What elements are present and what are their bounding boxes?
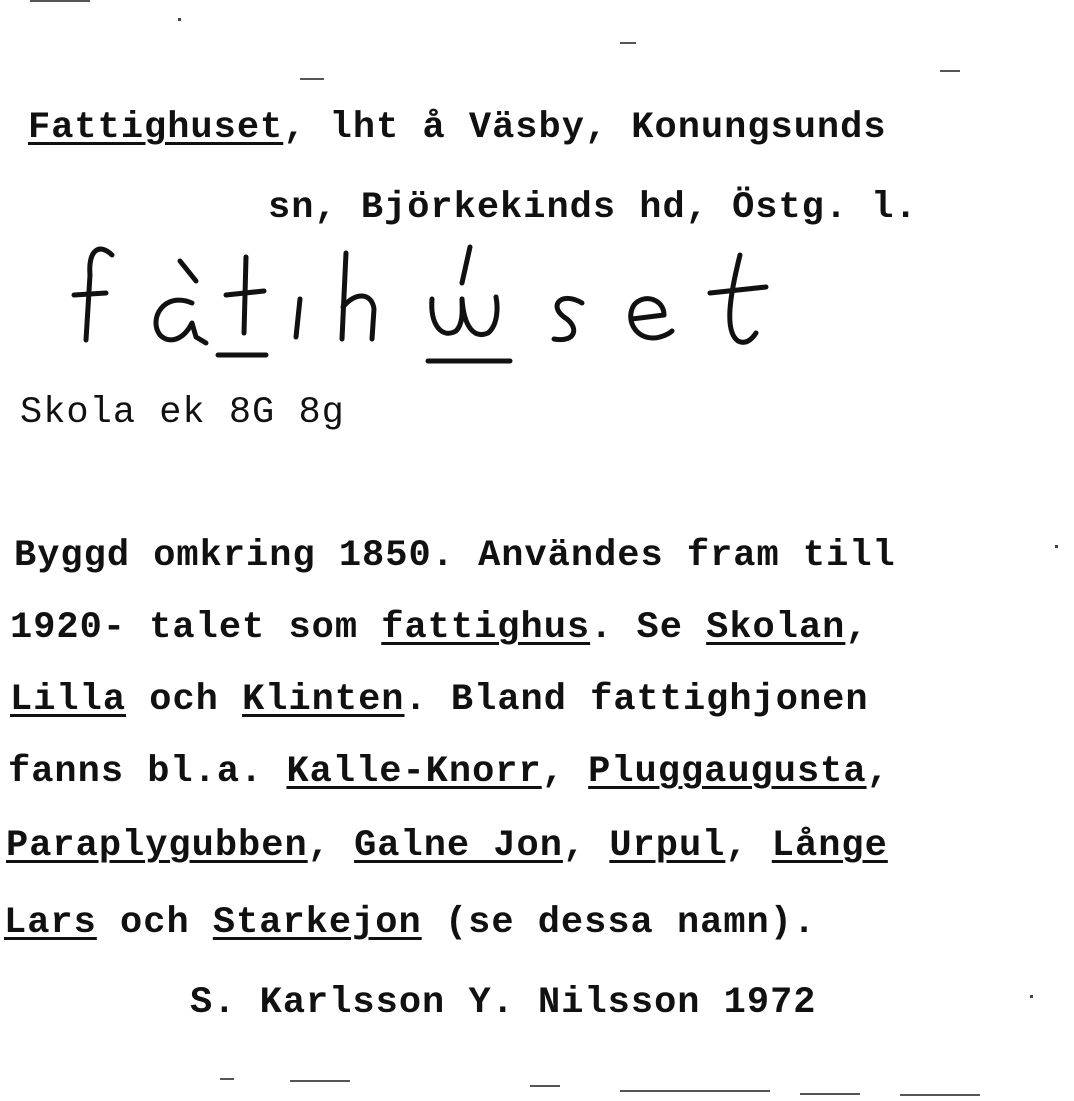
scan-speck <box>300 78 324 80</box>
link-pluggaugusta: Pluggaugusta <box>588 751 867 793</box>
body-line-5: Paraplygubben, Galne Jon, Urpul, Långe <box>6 825 888 867</box>
body-line-2: 1920- talet som fattighus. Se Skolan, <box>10 607 869 649</box>
body-line-1: Byggd omkring 1850. Användes fram till <box>14 535 896 577</box>
scan-speck <box>800 1093 860 1095</box>
link-lilla: Lilla <box>10 679 127 721</box>
card-heading-line2: sn, Björkekinds hd, Östg. l. <box>268 187 918 229</box>
card-heading <box>28 107 887 149</box>
handwritten-pronunciation <box>60 235 780 385</box>
link-urpul: Urpul <box>609 825 726 867</box>
scan-speck <box>290 1080 350 1082</box>
scan-speck <box>620 42 636 44</box>
scan-speck <box>1030 995 1033 998</box>
recorder-signature: S. Karlsson Y. Nilsson 1972 <box>190 982 817 1024</box>
scan-speck <box>30 0 90 2</box>
body-line-6: Lars och Starkejon (se dessa namn). <box>4 902 817 944</box>
link-starkejon: Starkejon <box>212 902 422 944</box>
school-reference: Skola ek 8G 8g <box>20 392 345 434</box>
scan-speck <box>220 1078 234 1080</box>
link-fattighus: fattighus <box>381 607 591 649</box>
scan-speck <box>620 1090 770 1092</box>
link-galne-jon: Galne Jon <box>354 825 563 867</box>
body-line-3: Lilla och Klinten. Bland fattighjonen <box>10 679 869 721</box>
link-skolan: Skolan <box>706 607 846 649</box>
link-klinten: Klinten <box>242 679 405 721</box>
heading-word: Fattighuset <box>28 107 284 149</box>
link-lange: Långe <box>771 825 888 867</box>
scan-speck <box>530 1085 560 1087</box>
link-paraplygubben: Paraplygubben <box>6 825 308 867</box>
link-kalle-knorr: Kalle-Knorr <box>286 751 542 793</box>
scan-speck <box>178 18 181 21</box>
heading-location: , lht å Väsby, Konungsunds <box>283 107 887 149</box>
scan-speck <box>900 1094 980 1096</box>
link-lars: Lars <box>4 902 97 944</box>
scan-speck <box>940 70 960 72</box>
scan-speck <box>1055 545 1058 548</box>
body-line-4: fanns bl.a. Kalle-Knorr, Pluggaugusta, <box>8 751 890 793</box>
